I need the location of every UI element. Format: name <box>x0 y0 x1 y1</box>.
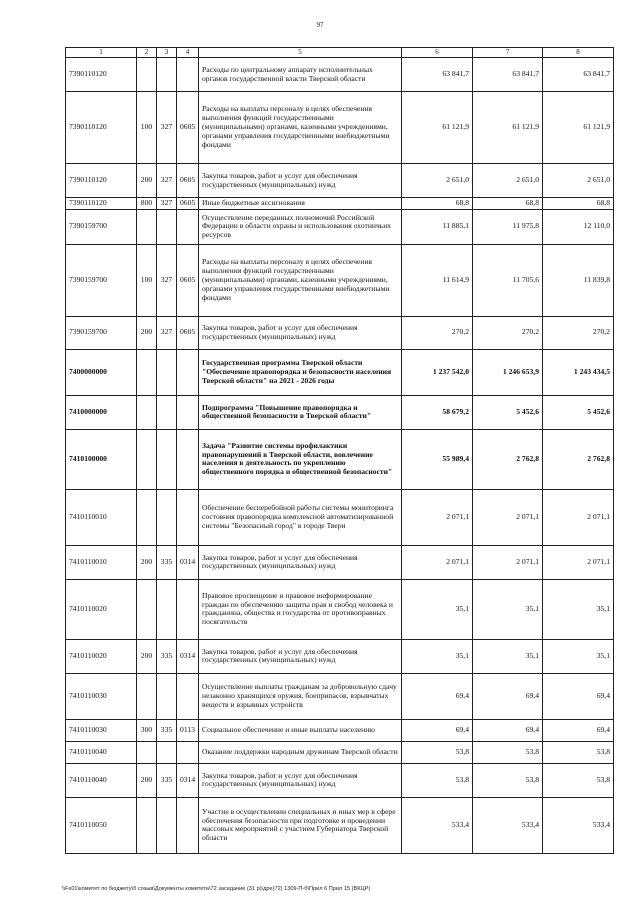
row-value-col-8: 2 071,1 <box>543 545 614 579</box>
row-col-2 <box>137 58 157 92</box>
row-value-col-6: 69,4 <box>402 673 473 719</box>
row-description: Расходы по центральному аппарату исполнительных органов государственной власти Тверской области <box>199 58 402 92</box>
table-row <box>66 429 614 489</box>
row-col-4 <box>177 209 199 244</box>
row-value-col-8: 270,2 <box>543 316 614 349</box>
row-value-col-8: 53,8 <box>543 741 614 763</box>
row-value-col-7: 11 975,8 <box>473 209 543 244</box>
row-col-3: 335 <box>157 545 177 579</box>
row-col-3 <box>157 579 177 639</box>
row-description: Государственная программа Тверской области "Обеспечение правопорядка и безопасности населения Тверской области" на 2021 - 2026 годы <box>199 349 402 395</box>
row-value-col-6: 58 679,2 <box>402 395 473 429</box>
table-header-row <box>66 48 614 58</box>
table-row <box>66 209 614 244</box>
row-col-2: 200 <box>137 316 157 349</box>
row-col-2 <box>137 489 157 545</box>
row-code: 7410100000 <box>66 429 137 489</box>
row-description: Участие в осуществлении специальных и иных мер в сфере обеспечения безопасности при подготовке и проведении массовых мероприятий с участием Губернатора Тверской области <box>199 797 402 853</box>
row-col-4 <box>177 579 199 639</box>
row-col-2: 800 <box>137 198 157 210</box>
row-value-col-7: 63 841,7 <box>473 58 543 92</box>
row-value-col-8: 68,8 <box>543 198 614 210</box>
row-value-col-8: 69,4 <box>543 673 614 719</box>
row-description: Расходы на выплаты персоналу в целях обеспечения выполнения функций государственными (муниципальными) органами, казенными учреждениями, органами управления государственными внебюджетными фондами <box>199 92 402 164</box>
row-value-col-7: 61 121,9 <box>473 92 543 164</box>
row-code: 7390110120 <box>66 58 137 92</box>
row-col-4: 0605 <box>177 198 199 210</box>
row-code: 7410110010 <box>66 545 137 579</box>
row-value-col-8: 69,4 <box>543 719 614 741</box>
row-value-col-6: 61 121,9 <box>402 92 473 164</box>
row-description: Оказание поддержки народным дружинам Тверской области <box>199 741 402 763</box>
row-col-4: 0605 <box>177 92 199 164</box>
header-col-3: 3 <box>157 48 177 58</box>
table-row <box>66 395 614 429</box>
row-col-4: 0605 <box>177 316 199 349</box>
row-value-col-6: 2 071,1 <box>402 489 473 545</box>
row-col-4 <box>177 349 199 395</box>
row-col-4: 0605 <box>177 244 199 316</box>
row-col-4: 0314 <box>177 545 199 579</box>
row-col-2 <box>137 673 157 719</box>
row-value-col-8: 2 651,0 <box>543 164 614 198</box>
row-value-col-8: 12 110,0 <box>543 209 614 244</box>
row-col-4 <box>177 395 199 429</box>
row-value-col-7: 270,2 <box>473 316 543 349</box>
table-row <box>66 92 614 164</box>
header-col-5: 5 <box>199 48 402 58</box>
row-value-col-6: 11 614,9 <box>402 244 473 316</box>
row-col-3 <box>157 349 177 395</box>
table-row <box>66 797 614 853</box>
row-col-4 <box>177 741 199 763</box>
row-description: Закупка товаров, работ и услуг для обеспечения государственных (муниципальных) нужд <box>199 316 402 349</box>
table-body <box>66 58 614 854</box>
table-row <box>66 639 614 673</box>
row-col-2: 200 <box>137 763 157 797</box>
row-code: 7410110030 <box>66 673 137 719</box>
row-value-col-6: 69,4 <box>402 719 473 741</box>
row-col-2 <box>137 349 157 395</box>
row-col-3 <box>157 797 177 853</box>
row-code: 7410110040 <box>66 741 137 763</box>
row-value-col-6: 68,8 <box>402 198 473 210</box>
table-row <box>66 198 614 210</box>
row-code: 7410110030 <box>66 719 137 741</box>
row-value-col-6: 53,8 <box>402 741 473 763</box>
row-value-col-7: 68,8 <box>473 198 543 210</box>
row-col-2 <box>137 395 157 429</box>
row-value-col-6: 1 237 542,0 <box>402 349 473 395</box>
table-row <box>66 763 614 797</box>
table-row <box>66 489 614 545</box>
row-value-col-8: 11 839,8 <box>543 244 614 316</box>
row-col-3 <box>157 395 177 429</box>
row-description: Закупка товаров, работ и услуг для обеспечения государственных (муниципальных) нужд <box>199 164 402 198</box>
row-value-col-8: 2 762,8 <box>543 429 614 489</box>
row-col-3 <box>157 741 177 763</box>
table-row <box>66 741 614 763</box>
row-value-col-6: 11 885,1 <box>402 209 473 244</box>
row-code: 7410110050 <box>66 797 137 853</box>
row-col-2 <box>137 429 157 489</box>
table-row <box>66 58 614 92</box>
row-value-col-8: 533,4 <box>543 797 614 853</box>
row-description: Социальное обеспечение и иные выплаты населению <box>199 719 402 741</box>
table-row <box>66 244 614 316</box>
row-value-col-6: 53,8 <box>402 763 473 797</box>
row-description: Подпрограмма "Повышение правопорядка и общественной безопасности в Тверской области" <box>199 395 402 429</box>
row-code: 7410110010 <box>66 489 137 545</box>
row-col-2 <box>137 209 157 244</box>
row-col-3 <box>157 489 177 545</box>
row-value-col-6: 533,4 <box>402 797 473 853</box>
row-col-2: 200 <box>137 545 157 579</box>
row-value-col-7: 533,4 <box>473 797 543 853</box>
header-col-8: 8 <box>543 48 614 58</box>
row-col-2: 300 <box>137 719 157 741</box>
row-value-col-7: 2 071,1 <box>473 489 543 545</box>
row-col-2 <box>137 579 157 639</box>
row-col-3: 335 <box>157 719 177 741</box>
table-row <box>66 719 614 741</box>
row-col-3 <box>157 673 177 719</box>
row-value-col-6: 63 841,7 <box>402 58 473 92</box>
row-col-3: 335 <box>157 639 177 673</box>
row-description: Закупка товаров, работ и услуг для обеспечения государственных (муниципальных) нужд <box>199 545 402 579</box>
row-code: 7390110120 <box>66 164 137 198</box>
row-col-4: 0314 <box>177 639 199 673</box>
row-col-4: 0314 <box>177 763 199 797</box>
row-description: Задача "Развитие системы профилактики правонарушений в Тверской области, вовлечение населения в деятельность по укреплению общественного порядка и общественной безопасности" <box>199 429 402 489</box>
row-col-2 <box>137 741 157 763</box>
row-value-col-7: 1 246 653,9 <box>473 349 543 395</box>
table-row <box>66 579 614 639</box>
row-col-3 <box>157 429 177 489</box>
row-col-3: 335 <box>157 763 177 797</box>
row-col-4: 0605 <box>177 164 199 198</box>
row-value-col-7: 53,8 <box>473 741 543 763</box>
row-col-3: 327 <box>157 198 177 210</box>
row-description: Правовое просвещение и правовое информирование граждан по обеспечению защиты прав и свобод человека и гражданина, общества и государства от противоправных посягательств <box>199 579 402 639</box>
row-value-col-7: 2 651,0 <box>473 164 543 198</box>
header-col-6: 6 <box>402 48 473 58</box>
row-value-col-6: 2 651,0 <box>402 164 473 198</box>
row-value-col-7: 35,1 <box>473 579 543 639</box>
row-col-3 <box>157 58 177 92</box>
row-col-3: 327 <box>157 92 177 164</box>
row-value-col-8: 5 452,6 <box>543 395 614 429</box>
table-row <box>66 349 614 395</box>
row-description: Закупка товаров, работ и услуг для обеспечения государственных (муниципальных) нужд <box>199 639 402 673</box>
row-col-2: 100 <box>137 92 157 164</box>
header-col-4: 4 <box>177 48 199 58</box>
row-description: Иные бюджетные ассигнования <box>199 198 402 210</box>
row-value-col-7: 69,4 <box>473 673 543 719</box>
row-value-col-7: 35,1 <box>473 639 543 673</box>
row-col-4 <box>177 673 199 719</box>
row-description: Осуществление переданных полномочий Российской Федерации в области охраны и использования охотничьих ресурсов <box>199 209 402 244</box>
row-value-col-8: 35,1 <box>543 579 614 639</box>
row-col-4: 0113 <box>177 719 199 741</box>
row-value-col-6: 35,1 <box>402 639 473 673</box>
header-col-2: 2 <box>137 48 157 58</box>
table-row <box>66 316 614 349</box>
row-value-col-7: 5 452,6 <box>473 395 543 429</box>
row-code: 7390159700 <box>66 209 137 244</box>
row-value-col-8: 1 243 434,5 <box>543 349 614 395</box>
row-code: 7410110020 <box>66 579 137 639</box>
footer-file-path: \\Fs01\комитет по бюджету\б созыв\Документы комитета\72 заседание (31 р)\дре(72) 1309-П-б\Прил 6 Прил 15 (ВКЦР) <box>62 886 371 892</box>
row-col-2: 100 <box>137 244 157 316</box>
row-value-col-8: 2 071,1 <box>543 489 614 545</box>
budget-table <box>65 47 614 854</box>
row-col-3 <box>157 209 177 244</box>
row-code: 7400000000 <box>66 349 137 395</box>
row-value-col-7: 11 705,6 <box>473 244 543 316</box>
row-code: 7390159700 <box>66 244 137 316</box>
table-row <box>66 164 614 198</box>
row-description: Осуществление выплаты гражданам за добровольную сдачу незаконно хранящихся оружия, боеприпасов, взрывчатых веществ и взрывных устройств <box>199 673 402 719</box>
row-description: Обеспечение бесперебойной работы системы мониторинга состояния правопорядка комплексной автоматизированной системы "Безопасный город" в городе Твери <box>199 489 402 545</box>
row-col-4 <box>177 58 199 92</box>
row-description: Расходы на выплаты персоналу в целях обеспечения выполнения функций государственными (муниципальными) органами, казенными учреждениями, органами управления государственными внебюджетными фондами <box>199 244 402 316</box>
row-value-col-8: 61 121,9 <box>543 92 614 164</box>
row-description: Закупка товаров, работ и услуг для обеспечения государственных (муниципальных) нужд <box>199 763 402 797</box>
row-col-2: 200 <box>137 639 157 673</box>
row-value-col-8: 35,1 <box>543 639 614 673</box>
row-value-col-7: 2 071,1 <box>473 545 543 579</box>
row-code: 7390110120 <box>66 198 137 210</box>
row-col-4 <box>177 797 199 853</box>
table-row <box>66 545 614 579</box>
row-col-4 <box>177 489 199 545</box>
row-col-3: 327 <box>157 164 177 198</box>
row-value-col-6: 55 989,4 <box>402 429 473 489</box>
row-value-col-6: 2 071,1 <box>402 545 473 579</box>
row-code: 7410000000 <box>66 395 137 429</box>
row-value-col-7: 69,4 <box>473 719 543 741</box>
row-code: 7410110040 <box>66 763 137 797</box>
header-col-7: 7 <box>473 48 543 58</box>
row-value-col-8: 53,8 <box>543 763 614 797</box>
row-value-col-6: 35,1 <box>402 579 473 639</box>
page-number: 97 <box>316 21 324 29</box>
row-col-4 <box>177 429 199 489</box>
table-row <box>66 673 614 719</box>
row-value-col-6: 270,2 <box>402 316 473 349</box>
row-code: 7390110120 <box>66 92 137 164</box>
row-value-col-7: 53,8 <box>473 763 543 797</box>
row-col-3: 327 <box>157 316 177 349</box>
row-value-col-8: 63 841,7 <box>543 58 614 92</box>
header-col-1: 1 <box>66 48 137 58</box>
row-code: 7390159700 <box>66 316 137 349</box>
row-col-2: 200 <box>137 164 157 198</box>
row-col-3: 327 <box>157 244 177 316</box>
row-value-col-7: 2 762,8 <box>473 429 543 489</box>
row-code: 7410110020 <box>66 639 137 673</box>
row-col-2 <box>137 797 157 853</box>
